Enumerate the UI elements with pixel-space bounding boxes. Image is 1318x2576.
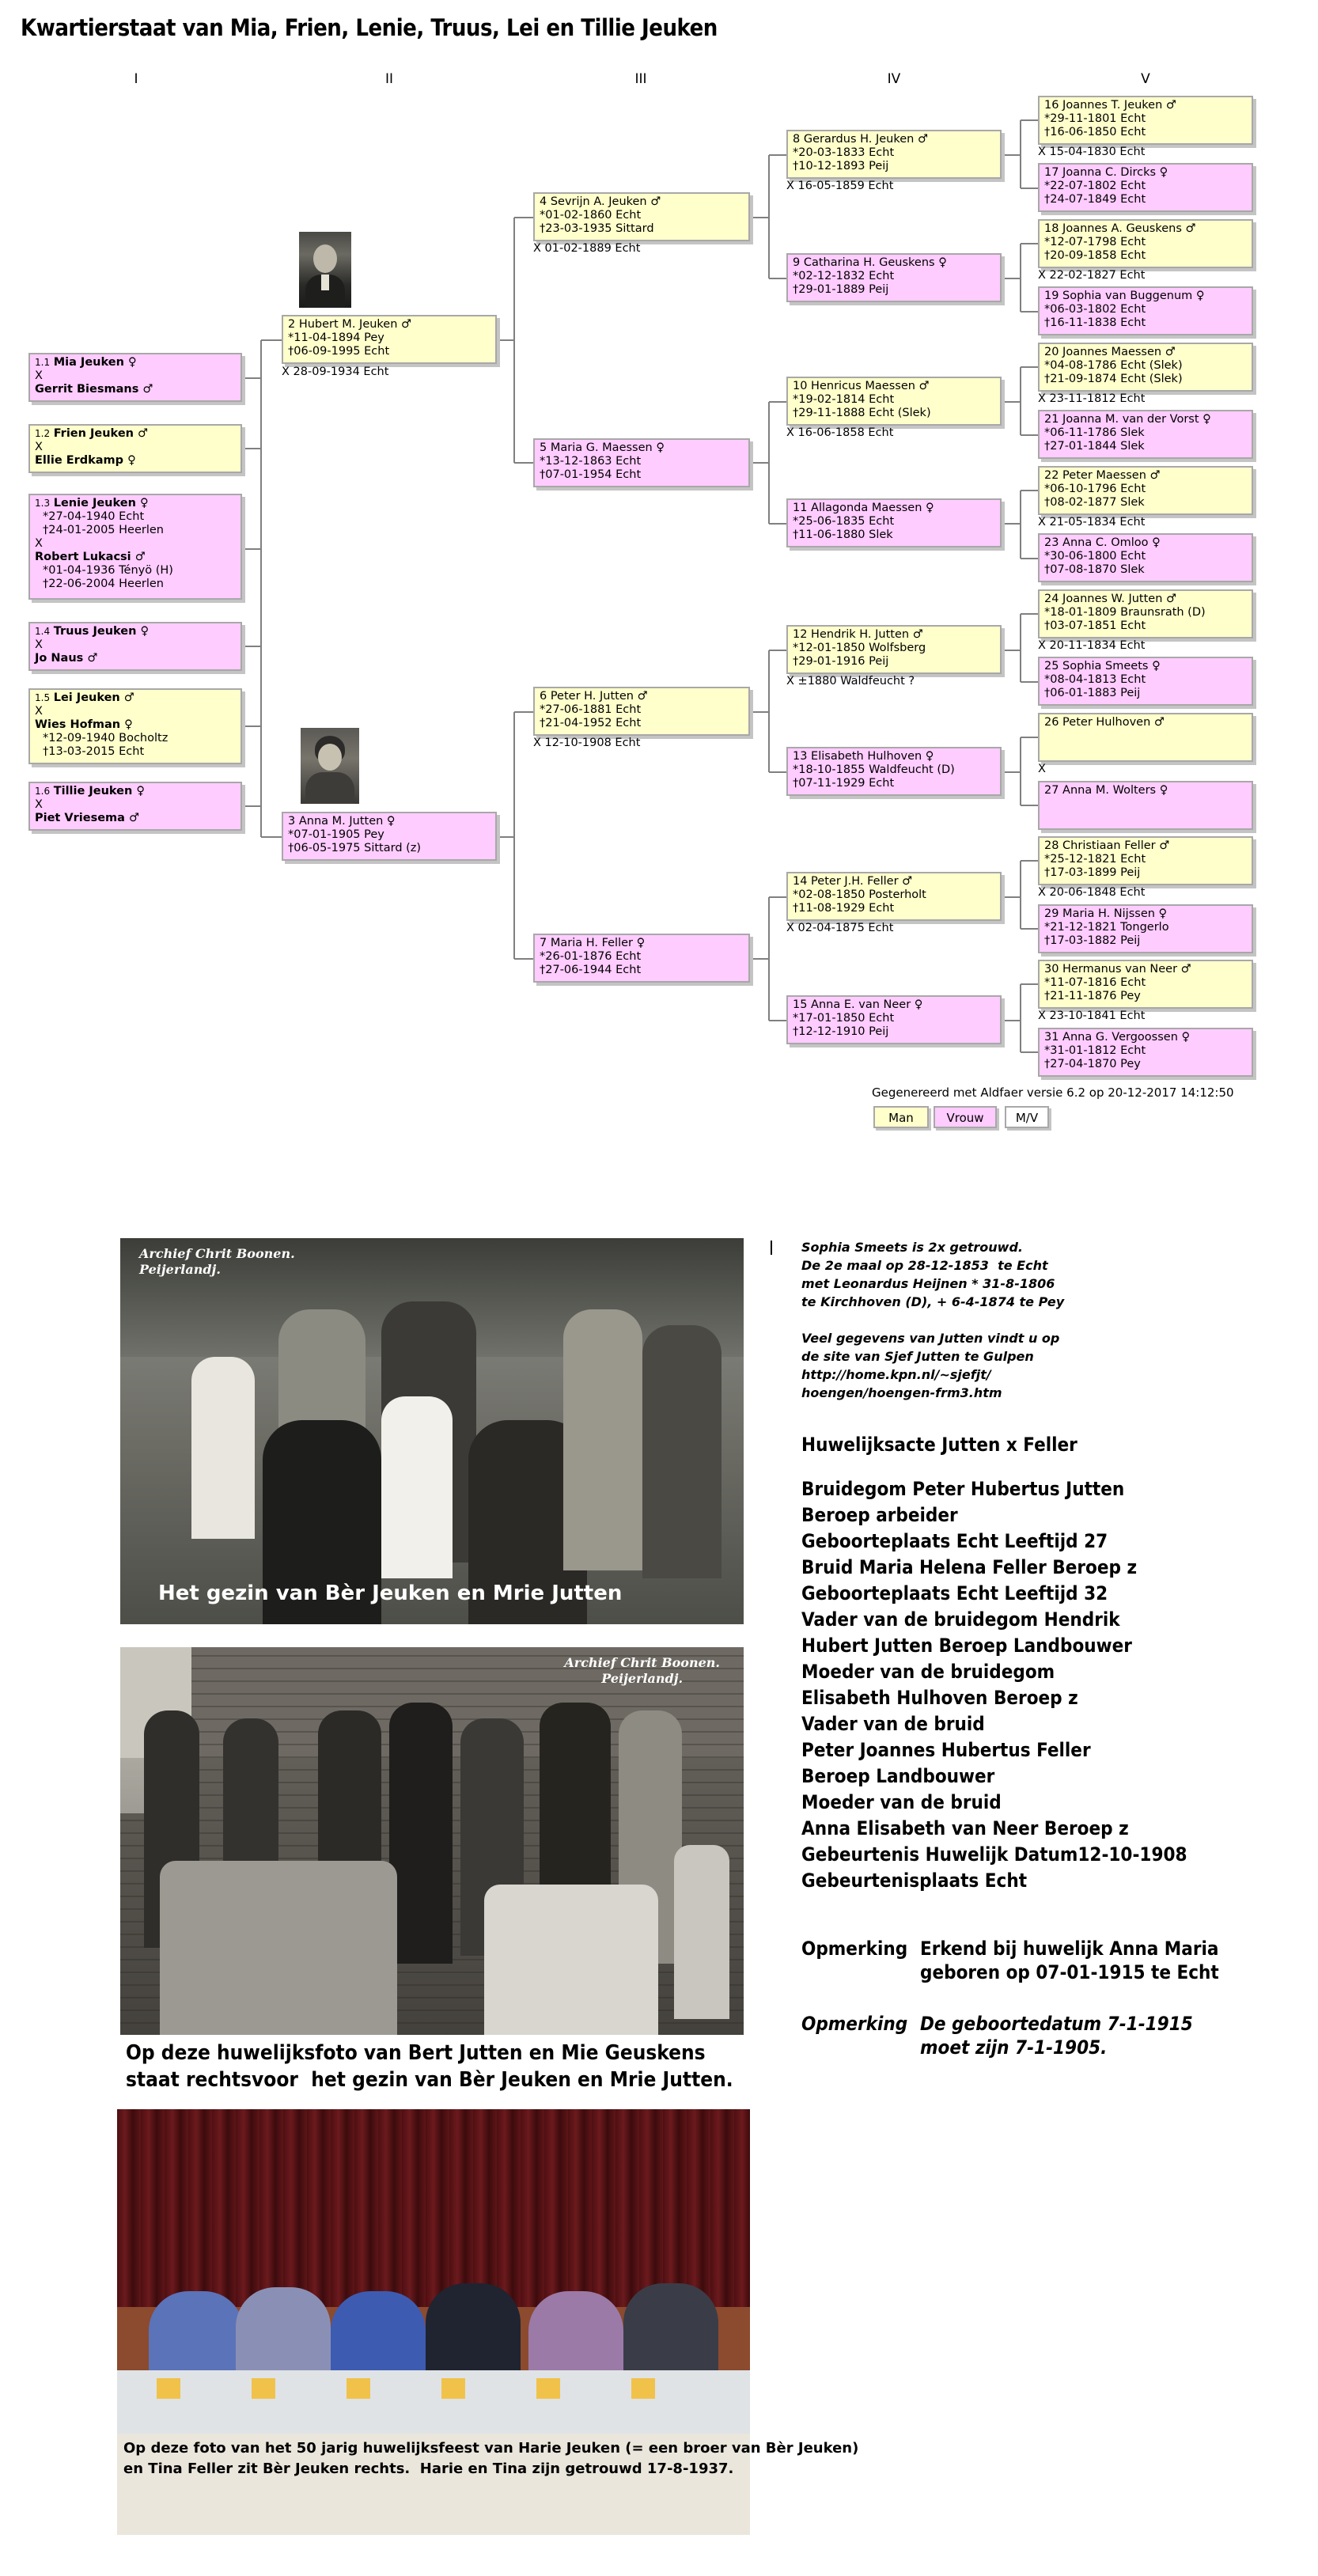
person-name: 10 Henricus Maessen ♂ xyxy=(793,380,930,392)
person-birth: *22-07-1802 Echt xyxy=(1044,180,1146,192)
person-23[interactable] xyxy=(1038,533,1253,582)
person-death: †07-08-1870 Slek xyxy=(1044,563,1145,576)
person-death: †29-11-1888 Echt (Slek) xyxy=(793,407,931,419)
note-sophia-smeets: Sophia Smeets is 2x getrouwd. De 2e maal op 28-12-1853 te Echt met Leonardus Heijnen * 31-8-1806 te Kirchhoven (D), + 6-4-1874 te Pey Veel gegevens van Jutten vindt u op de site van Sjef Jutten te Gulpen http://home.kpn.nl/~sjefjt/ hoengen/hoengen-frm3.htm xyxy=(801,1240,1065,1400)
person-death: †21-11-1876 Pey xyxy=(1044,990,1141,1002)
person-name: 30 Hermanus van Neer ♂ xyxy=(1044,963,1191,975)
child-number: 1.3 xyxy=(35,498,51,509)
marriage-30: X 23-10-1841 Echt xyxy=(1038,1010,1146,1022)
opmerking-text-2: De geboortedatum 7-1-1915 moet zijn 7-1-1905. xyxy=(920,2013,1193,2059)
person-birth: *25-12-1821 Echt xyxy=(1044,853,1146,866)
person-name: 22 Peter Maessen ♂ xyxy=(1044,469,1161,482)
person-name: 27 Anna M. Wolters ♀ xyxy=(1044,784,1168,797)
child-box-1-5[interactable] xyxy=(28,688,242,764)
acte-line: Geboorteplaats Echt Leeftijd 32 xyxy=(801,1582,1108,1604)
person-death: †17-03-1882 Peij xyxy=(1044,934,1141,947)
marriage-x: X xyxy=(35,441,43,453)
person-3[interactable] xyxy=(282,812,497,861)
person-birth: *01-02-1860 Echt xyxy=(540,209,642,222)
person-birth: *19-02-1814 Echt xyxy=(793,393,895,406)
person-birth: *29-11-1801 Echt xyxy=(1044,112,1146,125)
person-name: 7 Maria H. Feller ♀ xyxy=(540,937,646,949)
person-death: †11-08-1929 Echt xyxy=(793,902,895,915)
person-name: 17 Joanna C. Dircks ♀ xyxy=(1044,166,1168,179)
photo3-caption: Op deze foto van het 50 jarig huwelijksfeest van Harie Jeuken (= een broer van Bèr Jeuken) en Tina Feller zit Bèr Jeuken rechts. Harie en Tina zijn getrouwd 17-8-1937. xyxy=(123,2440,859,2477)
person-birth: *12-07-1798 Echt xyxy=(1044,236,1146,248)
person-20[interactable] xyxy=(1038,343,1253,392)
person-death: †06-09-1995 Echt xyxy=(288,345,390,358)
person-name: 25 Sophia Smeets ♀ xyxy=(1044,660,1161,672)
person-death: †16-11-1838 Echt xyxy=(1044,316,1146,329)
person-17[interactable] xyxy=(1038,163,1253,212)
partner-death: †13-03-2015 Echt xyxy=(43,745,145,758)
photo1-caption: Het gezin van Bèr Jeuken en Mrie Jutten xyxy=(158,1582,623,1605)
child-number: 1.6 xyxy=(35,786,51,797)
person-8[interactable] xyxy=(786,130,1002,179)
child-number: 1.2 xyxy=(35,428,51,439)
person-death: †23-03-1935 Sittard xyxy=(540,222,654,235)
person-death: †21-04-1952 Echt xyxy=(540,717,642,729)
person-name: 18 Joannes A. Geuskens ♂ xyxy=(1044,222,1196,235)
person-birth: *20-03-1833 Echt xyxy=(793,146,895,159)
legend-mv: M/V xyxy=(1005,1106,1049,1128)
legend-vrouw: Vrouw xyxy=(934,1106,997,1128)
generation-header-4: IV xyxy=(887,71,901,87)
person-birth: *13-12-1863 Echt xyxy=(540,455,642,468)
person-29[interactable] xyxy=(1038,904,1253,953)
person-birth: *06-10-1796 Echt xyxy=(1044,483,1146,495)
generation-header-2: II xyxy=(384,71,394,87)
person-name: 11 Allagonda Maessen ♀ xyxy=(793,502,934,514)
person-19[interactable] xyxy=(1038,286,1253,335)
person-name: 5 Maria G. Maessen ♀ xyxy=(540,441,665,454)
acte-line: Hubert Jutten Beroep Landbouwer xyxy=(801,1635,1132,1657)
child-box-1-3[interactable] xyxy=(28,494,242,600)
partner-name: Gerrit Biesmans ♂ xyxy=(35,383,153,396)
marriage-x: X xyxy=(35,798,43,811)
child-box-1-2[interactable] xyxy=(28,424,242,473)
person-death: †10-12-1893 Peij xyxy=(793,160,889,172)
marriage-2: X 28-09-1934 Echt xyxy=(282,366,389,378)
person-death: †03-07-1851 Echt xyxy=(1044,619,1146,632)
person-death: †08-02-1877 Slek xyxy=(1044,496,1145,509)
child-birth: *27-04-1940 Echt xyxy=(43,510,145,523)
person-31[interactable] xyxy=(1038,1028,1253,1077)
person-24[interactable] xyxy=(1038,589,1253,638)
person-26[interactable] xyxy=(1038,713,1253,762)
person-birth: *30-06-1800 Echt xyxy=(1044,550,1146,563)
person-9[interactable] xyxy=(786,253,1002,302)
person-birth: *02-08-1850 Posterholt xyxy=(793,888,926,901)
person-birth: *06-03-1802 Echt xyxy=(1044,303,1146,316)
acte-line: Moeder van de bruid xyxy=(801,1791,1002,1813)
person-death: †29-01-1889 Peij xyxy=(793,283,889,296)
opmerking-label-2: Opmerking xyxy=(801,2013,908,2035)
person-4[interactable] xyxy=(533,192,750,241)
marriage-12: X ±1880 Waldfeucht ? xyxy=(786,675,915,688)
person-name: 12 Hendrik H. Jutten ♂ xyxy=(793,628,923,641)
person-death: †21-09-1874 Echt (Slek) xyxy=(1044,373,1183,385)
acte-line: Anna Elisabeth van Neer Beroep z xyxy=(801,1817,1129,1839)
person-22[interactable] xyxy=(1038,466,1253,515)
acte-line: Peter Joannes Hubertus Feller xyxy=(801,1739,1091,1761)
opmerking-label-1: Opmerking xyxy=(801,1938,908,1960)
person-death: †06-05-1975 Sittard (z) xyxy=(288,842,422,854)
person-name: 8 Gerardus H. Jeuken ♂ xyxy=(793,133,928,146)
marriage-18: X 22-02-1827 Echt xyxy=(1038,269,1146,282)
person-7[interactable] xyxy=(533,934,750,983)
person-name: 4 Sevrijn A. Jeuken ♂ xyxy=(540,195,661,208)
child-box-1-4[interactable] xyxy=(28,622,242,671)
person-birth: *08-04-1813 Echt xyxy=(1044,673,1146,686)
person-name: 2 Hubert M. Jeuken ♂ xyxy=(288,318,412,331)
person-name: 9 Catharina H. Geuskens ♀ xyxy=(793,256,947,269)
family-photo-jeuken xyxy=(120,1238,744,1624)
person-2[interactable] xyxy=(282,315,497,364)
person-birth: *06-11-1786 Slek xyxy=(1044,426,1145,439)
person-14[interactable] xyxy=(786,872,1002,921)
person-birth: *18-01-1809 Braunsrath (D) xyxy=(1044,606,1206,619)
acte-line: Moeder van de bruidegom xyxy=(801,1661,1055,1683)
person-death: †16-06-1850 Echt xyxy=(1044,126,1146,138)
person-10[interactable] xyxy=(786,377,1002,426)
child-box-1-6[interactable] xyxy=(28,782,242,831)
person-name: 28 Christiaan Feller ♂ xyxy=(1044,839,1170,852)
marriage-x: X xyxy=(35,537,43,550)
partner-name: Robert Lukacsi ♂ xyxy=(35,551,146,563)
marriage-24: X 20-11-1834 Echt xyxy=(1038,639,1146,652)
acte-line: Gebeurtenis Huwelijk Datum12-10-1908 xyxy=(801,1843,1187,1866)
person-birth: *27-06-1881 Echt xyxy=(540,703,642,716)
generation-header-5: V xyxy=(1141,71,1150,87)
acte-line: Vader van de bruidegom Hendrik xyxy=(801,1608,1120,1631)
person-death: †06-01-1883 Peij xyxy=(1044,687,1141,699)
marriage-4: X 01-02-1889 Echt xyxy=(533,242,641,255)
person-name: 21 Joanna M. van der Vorst ♀ xyxy=(1044,413,1211,426)
marriage-20: X 23-11-1812 Echt xyxy=(1038,392,1146,405)
person-name: 23 Anna C. Omloo ♀ xyxy=(1044,536,1161,549)
acte-line: Vader van de bruid xyxy=(801,1713,985,1735)
person-death: †24-07-1849 Echt xyxy=(1044,193,1146,206)
person-13[interactable] xyxy=(786,747,1002,796)
generation-header-3: III xyxy=(634,71,647,87)
child-name: Tillie Jeuken ♀ xyxy=(53,785,145,797)
person-birth: *11-04-1894 Pey xyxy=(288,331,384,344)
person-death: †27-04-1870 Pey xyxy=(1044,1058,1141,1070)
marriage-x: X xyxy=(35,705,43,718)
partner-name: Ellie Erdkamp ♀ xyxy=(35,454,136,467)
child-death: †24-01-2005 Heerlen xyxy=(43,524,164,536)
person-name: 6 Peter H. Jutten ♂ xyxy=(540,690,648,703)
person-death: †07-11-1929 Echt xyxy=(793,777,895,790)
person-birth: *26-01-1876 Echt xyxy=(540,950,642,963)
archief-label-1: Archief Chrit Boonen. Peijerlandj. xyxy=(139,1246,295,1277)
person-name: 19 Sophia van Buggenum ♀ xyxy=(1044,290,1205,302)
marriage-16: X 15-04-1830 Echt xyxy=(1038,146,1146,158)
person-18[interactable] xyxy=(1038,219,1253,268)
person-birth: *04-08-1786 Echt (Slek) xyxy=(1044,359,1183,372)
child-name: Truus Jeuken ♀ xyxy=(53,625,150,638)
child-name: Lenie Jeuken ♀ xyxy=(53,497,149,510)
person-birth: *21-12-1821 Tongerlo xyxy=(1044,921,1169,934)
acte-line: Bruidegom Peter Hubertus Jutten xyxy=(801,1478,1125,1500)
person-birth: *02-12-1832 Echt xyxy=(793,270,895,282)
legend-man: Man xyxy=(873,1106,929,1128)
acte-line: Geboorteplaats Echt Leeftijd 27 xyxy=(801,1530,1108,1552)
person-death: †29-01-1916 Peij xyxy=(793,655,889,668)
marriage-10: X 16-06-1858 Echt xyxy=(786,426,894,439)
child-name: Mia Jeuken ♀ xyxy=(53,356,137,369)
partner-name: Jo Naus ♂ xyxy=(35,652,98,665)
person-birth: *07-01-1905 Pey xyxy=(288,828,384,841)
person-death: †12-12-1910 Peij xyxy=(793,1025,889,1038)
acte-line: Beroep arbeider xyxy=(801,1504,958,1526)
opmerking-text-1: Erkend bij huwelijk Anna Maria geboren op 07-01-1915 te Echt xyxy=(920,1938,1219,1983)
photo2-caption: Op deze huwelijksfoto van Bert Jutten en Mie Geuskens staat rechtsvoor het gezin van Bèr Jeuken en Mrie Jutten. xyxy=(126,2041,733,2092)
page-title: Kwartierstaat van Mia, Frien, Lenie, Truus, Lei en Tillie Jeuken xyxy=(21,14,718,41)
person-birth: *11-07-1816 Echt xyxy=(1044,976,1146,989)
child-number: 1.1 xyxy=(35,357,51,368)
acte-line: Elisabeth Hulhoven Beroep z xyxy=(801,1687,1078,1709)
person-11[interactable] xyxy=(786,498,1002,547)
marriage-22: X 21-05-1834 Echt xyxy=(1038,516,1146,528)
person-death: †07-01-1954 Echt xyxy=(540,468,642,481)
person-death: †27-06-1944 Echt xyxy=(540,964,642,976)
portrait-photo-anna xyxy=(301,728,359,804)
marriage-8: X 16-05-1859 Echt xyxy=(786,180,894,192)
person-28[interactable] xyxy=(1038,836,1253,885)
person-death: †27-01-1844 Slek xyxy=(1044,440,1145,453)
person-birth: *17-01-1850 Echt xyxy=(793,1012,895,1025)
person-16[interactable] xyxy=(1038,96,1253,145)
generation-header-1: I xyxy=(134,71,138,87)
person-birth: *18-10-1855 Waldfeucht (D) xyxy=(793,763,955,776)
generated-by-text: Gegenereerd met Aldfaer versie 6.2 op 20-12-2017 14:12:50 xyxy=(872,1085,1234,1100)
vertical-marker xyxy=(771,1241,772,1255)
acte-line: Gebeurtenisplaats Echt xyxy=(801,1869,1028,1892)
marriage-14: X 02-04-1875 Echt xyxy=(786,922,894,934)
person-name: 3 Anna M. Jutten ♀ xyxy=(288,815,396,828)
child-number: 1.5 xyxy=(35,692,51,703)
marriage-28: X 20-06-1848 Echt xyxy=(1038,886,1146,899)
wedding-photo-jutten-geuskens xyxy=(120,1647,744,2035)
person-death: †17-03-1899 Peij xyxy=(1044,866,1141,879)
person-name: 20 Joannes Maessen ♂ xyxy=(1044,346,1176,358)
child-name: Lei Jeuken ♂ xyxy=(53,691,134,704)
child-box-1-1[interactable] xyxy=(28,353,242,402)
portrait-photo-hubert xyxy=(299,232,351,308)
child-number: 1.4 xyxy=(35,626,51,637)
partner-name: Wies Hofman ♀ xyxy=(35,718,133,731)
person-name: 31 Anna G. Vergoossen ♀ xyxy=(1044,1031,1191,1044)
person-15[interactable] xyxy=(786,995,1002,1044)
person-25[interactable] xyxy=(1038,657,1253,706)
person-death: †11-06-1880 Slek xyxy=(793,528,893,541)
person-12[interactable] xyxy=(786,625,1002,674)
person-27[interactable] xyxy=(1038,781,1253,830)
person-birth: *12-01-1850 Wolfsberg xyxy=(793,642,926,654)
archief-label-2: Archief Chrit Boonen. Peijerlandj. xyxy=(564,1655,720,1686)
anniversary-photo xyxy=(117,2109,859,2535)
person-name: 15 Anna E. van Neer ♀ xyxy=(793,998,923,1011)
person-name: 14 Peter J.H. Feller ♂ xyxy=(793,875,913,888)
person-name: 29 Maria H. Nijssen ♀ xyxy=(1044,907,1168,920)
partner-birth: *01-04-1936 Tényö (H) xyxy=(43,564,173,577)
marriage-x: X xyxy=(35,369,43,382)
acte-heading: Huwelijksacte Jutten x Feller xyxy=(801,1434,1078,1456)
person-death: †20-09-1858 Echt xyxy=(1044,249,1146,262)
person-birth: *25-06-1835 Echt xyxy=(793,515,895,528)
person-name: 13 Elisabeth Hulhoven ♀ xyxy=(793,750,934,763)
person-6[interactable] xyxy=(533,687,750,736)
person-birth: *31-01-1812 Echt xyxy=(1044,1044,1146,1057)
person-name: 24 Joannes W. Jutten ♂ xyxy=(1044,593,1177,605)
person-name: 26 Peter Hulhoven ♂ xyxy=(1044,716,1165,729)
person-21[interactable] xyxy=(1038,410,1253,459)
child-name: Frien Jeuken ♂ xyxy=(53,427,149,440)
marriage-26: X xyxy=(1038,763,1046,775)
partner-name: Piet Vriesema ♂ xyxy=(35,812,139,824)
person-30[interactable] xyxy=(1038,960,1253,1009)
person-5[interactable] xyxy=(533,438,750,487)
partner-birth: *12-09-1940 Bocholtz xyxy=(43,732,169,744)
acte-line: Beroep Landbouwer xyxy=(801,1765,995,1787)
person-name: 16 Joannes T. Jeuken ♂ xyxy=(1044,99,1176,112)
marriage-x: X xyxy=(35,638,43,651)
partner-death: †22-06-2004 Heerlen xyxy=(43,578,164,590)
marriage-6: X 12-10-1908 Echt xyxy=(533,737,641,749)
acte-line: Bruid Maria Helena Feller Beroep z xyxy=(801,1556,1138,1578)
